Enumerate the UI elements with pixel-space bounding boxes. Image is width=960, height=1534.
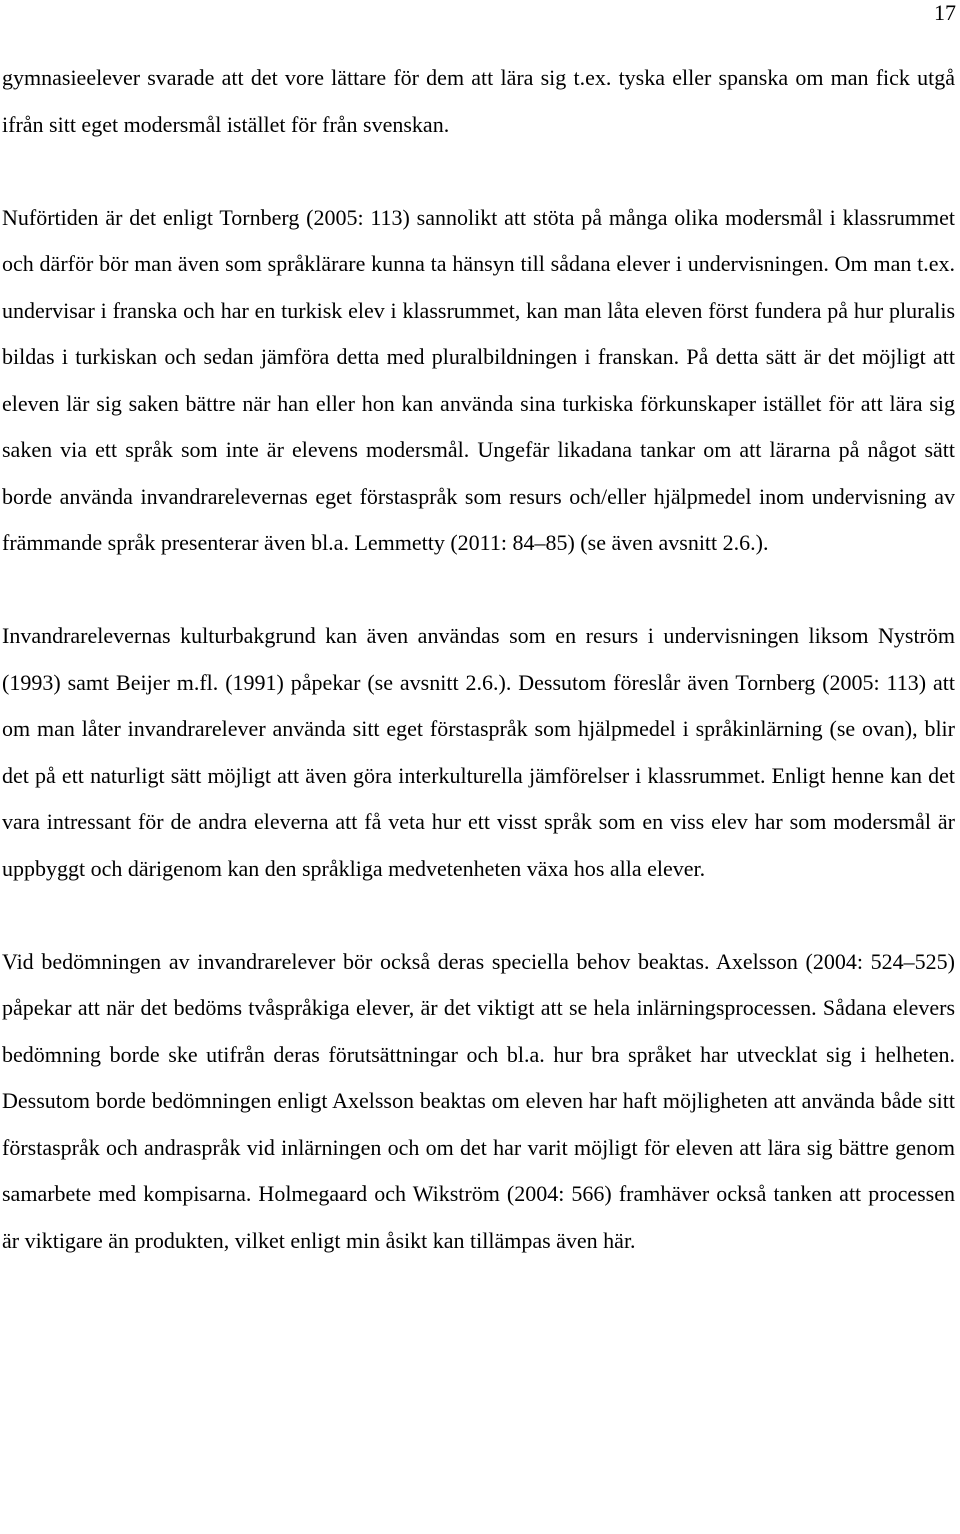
paragraph-1: gymnasieelever svarade att det vore lättare för dem att lära sig t.ex. tyska eller spanska om man fick utgå ifrån sitt eget modersmål istället för från svenskan. [2, 65, 955, 137]
paragraph-2: Nuförtiden är det enligt Tornberg (2005: 113) sannolikt att stöta på många olika modersmål i klassrummet och därför bör man även som språklärare kunna ta hänsyn till sådana elever i undervisningen. Om man t.ex. undervisar i franska och har en turkisk elev i klassrummet, kan man låta eleven först fundera på hur pluralis bildas i turkiskan och sedan jämföra detta med pluralbildningen i franskan. På detta sätt är det möjligt att eleven lär sig saken bättre när han eller hon kan använda sina turkiska förkunskaper istället för att lära sig saken via ett språk som inte är elevens modersmål. Ungefär likadana tankar om att lärarna på något sätt borde använda invandrarelevernas eget förstaspråk som resurs och/eller hjälpmedel inom undervisning av främmande språk presenterar även bl.a. Lemmetty (2011: 84–85) (se även avsnitt 2.6.). [2, 204, 955, 555]
paragraph-4: Vid bedömningen av invandrarelever bör också deras speciella behov beaktas. Axelsson (2004: 524–525) påpekar att när det bedöms tvåspråkiga elever, är det viktigt att se hela inlärningsprocessen. Sådana elevers bedömning borde ske utifrån deras förutsättningar och bl.a. hur bra språket har utvecklat sig i helheten. Dessutom borde bedömningen enligt Axelsson beaktas om eleven har haft möjligheten att använda både sitt förstaspråk och andraspråk vid inlärningen och om det har varit möjligt för eleven att lära sig bättre genom samarbete med kompisarna. Holmegaard och Wikström (2004: 566) framhäver också tanken att processen är viktigare än produkten, vilket enligt min åsikt kan tillämpas även här. [2, 948, 955, 1253]
page-number: 17 [934, 0, 956, 25]
paragraph-3: Invandrarelevernas kulturbakgrund kan även användas som en resurs i undervisningen liksom Nyström (1993) samt Beijer m.fl. (1991) påpekar (se avsnitt 2.6.). Dessutom föreslår även Tornberg (2005: 113) att om man låter invandrarelever använda sitt eget förstaspråk som hjälpmedel i språkinlärning (se ovan), blir det på ett naturligt sätt möjligt att även göra interkulturella jämförelser i klassrummet. Enligt henne kan det vara intressant för de andra eleverna att få veta hur ett visst språk som en viss elev har som modersmål är uppbyggt och därigenom kan den språkliga medvetenheten växa hos alla elever. [2, 623, 955, 881]
document-body [2, 55, 955, 1264]
